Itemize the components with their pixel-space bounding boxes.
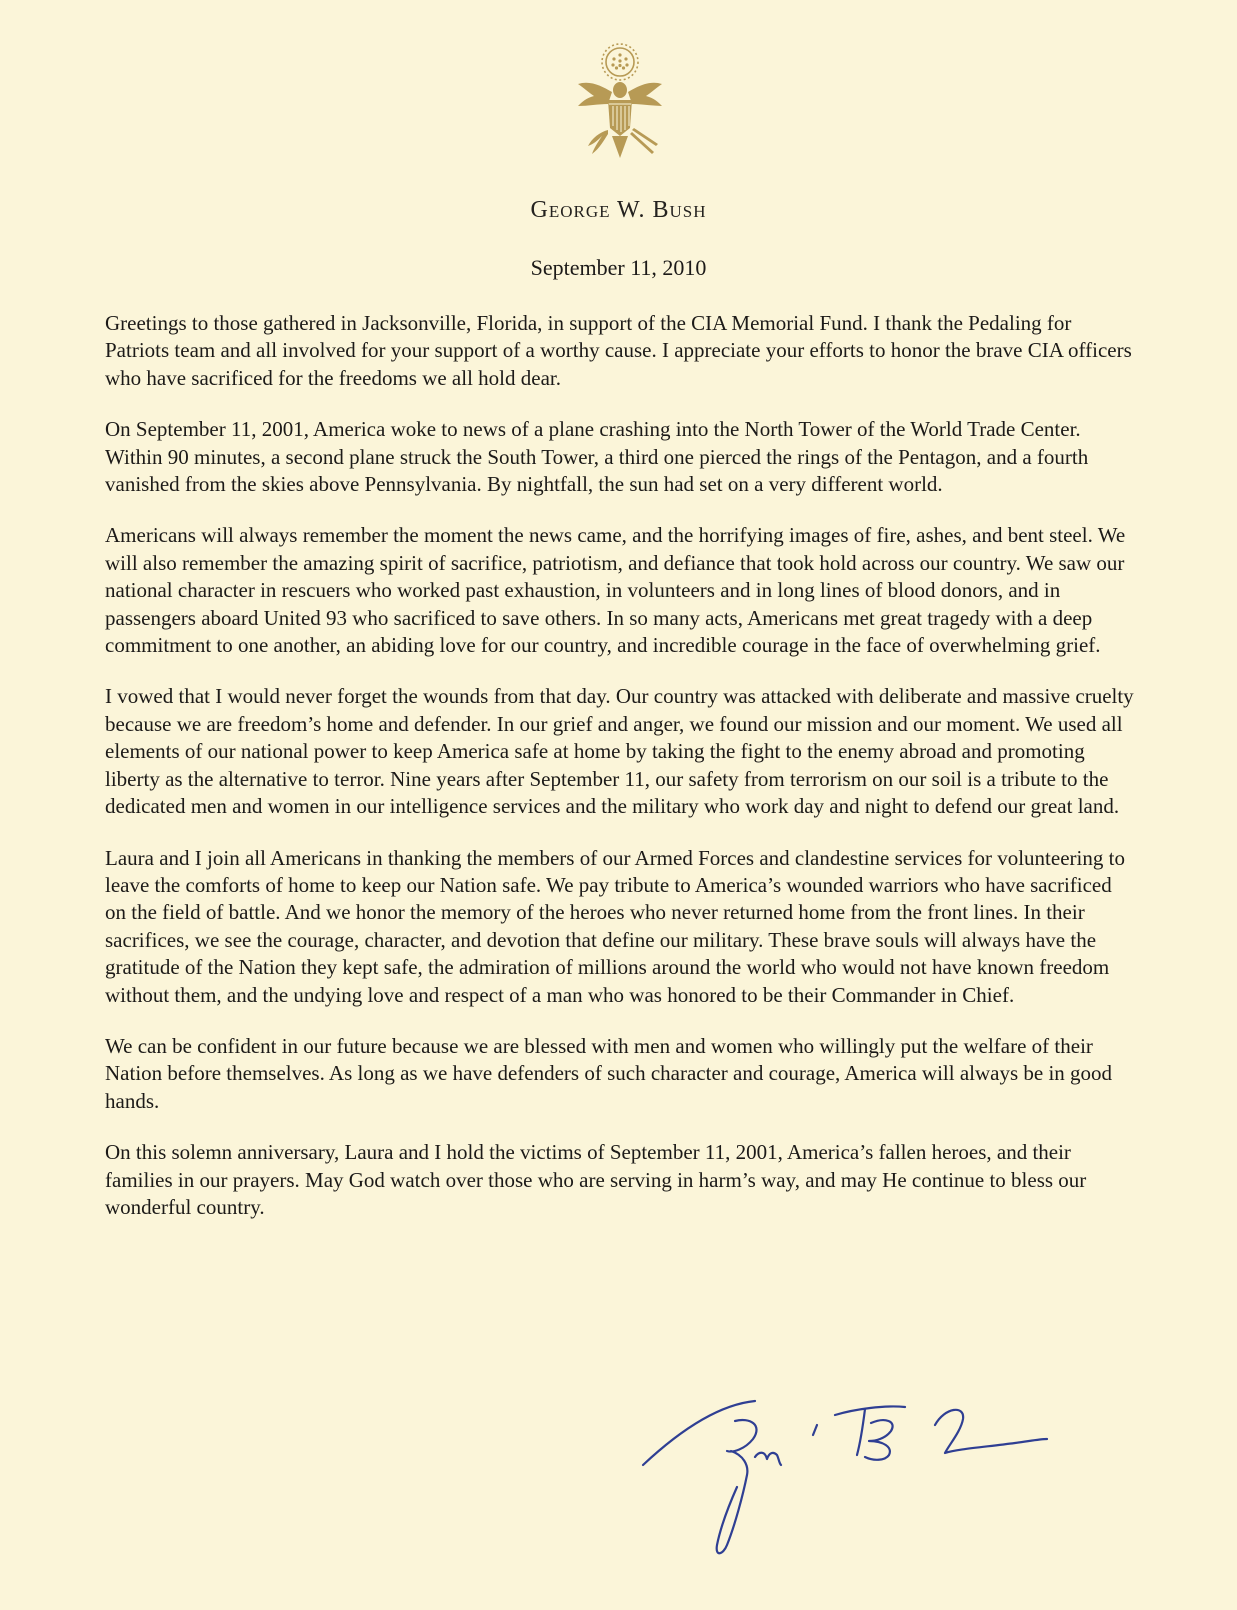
paragraph: Laura and I join all Americans in thanking the members of our Armed Forces and clandestine services for volunteering to leave the comforts of home to keep our Nation safe. We pay tribute to America’s wounded warriors who have sacrificed on the field of battle. And we honor the memory of the heroes who never returned home from the front lines. In their sacrifices, we see the courage, character, and devotion that define our military. These brave souls will always have the gratitude of the Nation they kept safe, the admiration of millions around the world who would not have known freedom without them, and the undying love and respect of a man who was honored to be their Commander in Chief. xyxy=(105,845,1125,1007)
paragraph: On September 11, 2001, America woke to news of a plane crashing into the North Tower of the World Trade Center. Within 90 minutes, a second plane struck the South Tower, a third one pierced the rings of the Pentagon, and a fourth vanished from the skies above Pennsylvania. By nightfall, the sun had set on a very different world. xyxy=(105,417,1089,497)
eagle-seal-icon xyxy=(568,40,672,170)
paragraph: Greetings to those gathered in Jacksonville, Florida, in support of the CIA Memorial Fund. I thank the Pedaling for Patriots team and all involved for your support of a worthy cause. I appreciate your efforts to honor the brave CIA officers who have sacrificed for the freedoms we all hold dear. xyxy=(105,311,1132,390)
paragraph: Americans will always remember the moment the news came, and the horrifying images of fire, ashes, and bent steel. We will also remember the amazing spirit of sacrifice, patriotism, and defiance that took hold across our country. We saw our national character in rescuers who worked past exhaustion, in volunteers and in long lines of blood donors, and in passengers aboard United 93 who sacrificed to save others. In so many acts, Americans met great tragedy with a deep commitment to one another, an abiding love for our country, and incredible courage in the face of overwhelming grief. xyxy=(105,523,1126,658)
letterhead-name: George W. Bush xyxy=(530,197,707,223)
letter-date: September 11, 2010 xyxy=(530,255,707,280)
paragraph: I vowed that I would never forget the wounds from that day. Our country was attacked with deliberate and massive cruelty because we are freedom’s home and defender. In our grief and anger, we found our mission and our moment. We used all elements of our national power to keep America safe at home by taking the fight to the enemy abroad and promoting liberty as the alternative to terror. Nine years after September 11, our safety from terrorism on our soil is a tribute to the dedicated men and women in our intelligence services and the military who work day and night to defend our great land. xyxy=(105,684,1134,819)
paragraph: On this solemn anniversary, Laura and I hold the victims of September 11, 2001, America’s fallen heroes, and their families in our prayers. May God watch over those who are serving in harm’s way, and may He continue to bless our wonderful country. xyxy=(105,1140,1087,1219)
signature xyxy=(635,1395,1055,1560)
paragraph: We can be confident in our future because we are blessed with men and women who willingly put the welfare of their Nation before themselves. As long as we have defenders of such character and courage, America will always be in good hands. xyxy=(105,1033,1113,1113)
letter-body xyxy=(105,310,1135,1245)
